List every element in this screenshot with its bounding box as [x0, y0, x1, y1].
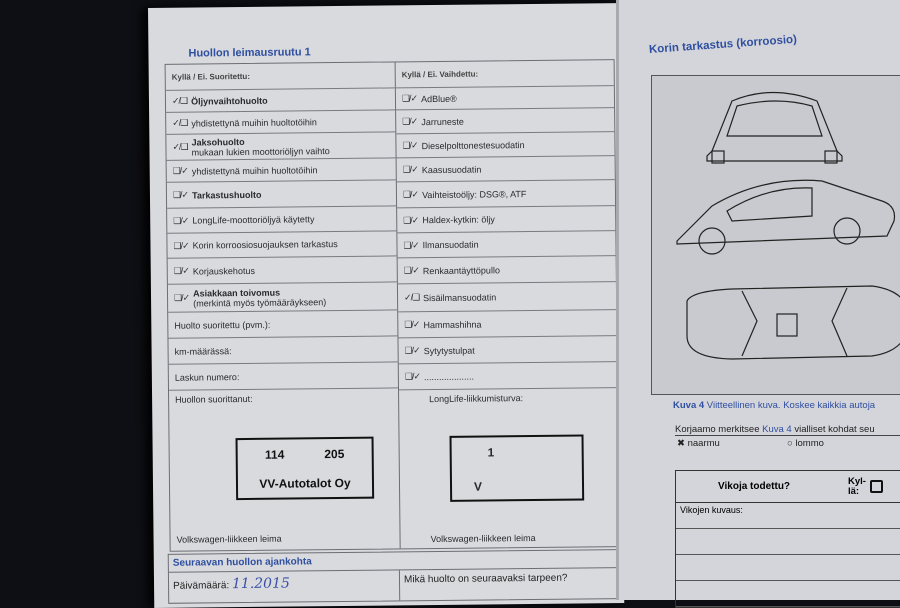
- stamp2-letter: V: [473, 479, 483, 494]
- checkbox-pair[interactable]: ❑/✓: [402, 164, 418, 175]
- scratch-icon: ✖: [677, 438, 685, 449]
- service-table: [165, 59, 620, 552]
- row-label: Jarruneste: [421, 116, 464, 127]
- row-label: Ilmansuodatin: [422, 239, 479, 251]
- table-row: [397, 206, 615, 233]
- row-label: Sytytystulpat: [423, 345, 475, 356]
- replaced-column: [396, 60, 619, 548]
- row-label: Huolto suoritettu (pvm.):: [174, 319, 271, 331]
- checkbox-pair[interactable]: ✓/❑: [403, 292, 420, 303]
- instruction-suffix: vialliset kohdat seu: [794, 424, 875, 435]
- checkbox-pair[interactable]: ❑/✓: [404, 371, 421, 382]
- next-service-title: Seuraavan huollon ajankohta: [169, 550, 619, 573]
- row-label: Asiakkaan toivomus: [193, 287, 281, 299]
- service-stamp-page: [148, 3, 624, 608]
- inspection-title: Korin tarkastus (korroosio): [648, 33, 798, 56]
- table-row: [166, 110, 395, 134]
- checkbox-pair[interactable]: ❑/✓: [172, 189, 189, 200]
- date-label: Päivämäärä:: [172, 580, 230, 592]
- table-row: [167, 206, 396, 233]
- table-row: [396, 108, 614, 134]
- checkbox-pair[interactable]: ❑/✓: [172, 165, 188, 176]
- next-service-question: Mikä huolto on seuraavaksi tarpeen?: [403, 572, 568, 586]
- row-label: yhdistettynä muihin huoltotöihin: [191, 116, 317, 129]
- table-row: [398, 282, 616, 312]
- checkbox-pair[interactable]: ❑/✓: [404, 345, 420, 356]
- row-label: Kaasusuodatin: [421, 164, 482, 175]
- table-row: [168, 310, 397, 338]
- longlife-label: LongLife-liikkumisturva:: [429, 393, 524, 405]
- table-row: [168, 256, 397, 284]
- row-label: km-määrässä:: [174, 345, 232, 357]
- table-row: [396, 132, 614, 158]
- row-label: Korin korroosiosuojauksen tarkastus: [192, 239, 338, 251]
- dent-icon: ○: [787, 438, 793, 449]
- description-label: Vikojen kuvaus:: [676, 503, 900, 529]
- defects-table: [675, 470, 900, 608]
- page-title: Huollon leimausruutu 1: [188, 46, 311, 60]
- checkbox-pair[interactable]: ❑/✓: [402, 140, 418, 151]
- performed-column: [166, 62, 401, 550]
- caption-text: Viitteellinen kuva. Koskee kaikkia autoja: [706, 400, 876, 411]
- checkbox-pair[interactable]: ✓/❑: [172, 141, 188, 152]
- replaced-header: Kyllä / Ei. Vaihdettu:: [396, 60, 614, 88]
- row-label: Haldex-kytkin: öljy: [422, 214, 495, 226]
- checkbox-pair[interactable]: ❑/✓: [402, 189, 419, 200]
- caption-label: Kuva 4: [673, 400, 705, 411]
- dealer-stamp: [236, 437, 375, 500]
- row-label: Vaihteistoöljy: DSG®, ATF: [422, 188, 527, 200]
- checkbox-pair[interactable]: ❑/✓: [401, 93, 418, 104]
- table-row: [166, 132, 395, 160]
- yes-checkbox[interactable]: [870, 480, 883, 493]
- stamp-number-1: 114: [264, 447, 285, 462]
- stamp2-number: 1: [487, 445, 495, 460]
- stamp-name: VV-Autotalot Oy: [259, 475, 351, 491]
- table-row: [397, 156, 615, 182]
- row-label: Sisäilmansuodatin: [423, 291, 497, 303]
- body-inspection-page: [616, 0, 900, 600]
- table-row: [167, 231, 396, 258]
- table-row: [398, 310, 616, 338]
- row-label: AdBlue®: [421, 93, 457, 104]
- table-row: [167, 158, 396, 182]
- table-row: [168, 336, 397, 364]
- checkbox-pair[interactable]: ❑/✓: [173, 265, 189, 276]
- table-row: [168, 282, 397, 312]
- checkbox-pair[interactable]: ❑/✓: [173, 215, 189, 226]
- row-label: Laskun numero:: [174, 371, 240, 383]
- description-line[interactable]: [676, 529, 900, 555]
- performed-by-label: Huollon suorittanut:: [175, 393, 253, 405]
- checkbox-pair[interactable]: ❑/✓: [403, 265, 419, 276]
- row-label: ....................: [423, 371, 475, 382]
- table-row: [398, 336, 616, 364]
- table-row: [399, 362, 617, 390]
- car-outline-icon: [652, 76, 900, 396]
- table-row: [396, 86, 614, 110]
- row-label: LongLife-moottoriöljyä käytetty: [192, 214, 315, 226]
- checkbox-pair[interactable]: ✓/❑: [171, 95, 188, 106]
- date-value: 11.2015: [231, 575, 290, 593]
- row-sublabel: (merkintä myös työmääräykseen): [193, 296, 327, 309]
- checkbox-pair[interactable]: ❑/✓: [403, 214, 419, 225]
- checkbox-pair[interactable]: ❑/✓: [173, 292, 190, 303]
- legend-dent: lommo: [795, 438, 824, 449]
- dealer-stamp-label: Volkswagen-liikkeen leima: [176, 533, 282, 545]
- row-label: Hammashihna: [423, 319, 482, 330]
- dealer-stamp-label-2: Volkswagen-liikkeen leima: [430, 532, 536, 545]
- car-diagram: [651, 75, 900, 395]
- instruction-prefix: Korjaamo merkitsee: [675, 424, 760, 435]
- table-row: [166, 88, 395, 112]
- row-label: Tarkastushuolto: [192, 189, 262, 201]
- row-sublabel: mukaan lukien moottoriöljyn vaihto: [191, 145, 330, 158]
- stamp-number-2: 205: [324, 446, 345, 461]
- defects-question: Vikoja todettu?: [718, 481, 791, 492]
- yes-label: Kyl- lä:: [848, 475, 866, 497]
- performed-header: Kyllä / Ei. Suoritettu:: [166, 62, 395, 90]
- description-line[interactable]: [676, 555, 900, 581]
- table-row: [398, 256, 616, 284]
- checkbox-pair[interactable]: ❑/✓: [403, 239, 419, 250]
- checkbox-pair[interactable]: ❑/✓: [402, 116, 418, 127]
- table-row: [169, 362, 398, 390]
- table-row: [167, 180, 396, 208]
- row-label: Öljynvaihtohuolto: [191, 95, 268, 107]
- row-label: Jaksohuolto: [191, 136, 245, 148]
- next-service-section: [168, 549, 620, 604]
- checkbox-pair[interactable]: ✓/❑: [172, 117, 188, 128]
- row-label: Dieselpolttonestesuodatin: [421, 139, 525, 151]
- row-label: Korjauskehotus: [192, 265, 255, 277]
- checkbox-pair[interactable]: ❑/✓: [404, 319, 420, 330]
- description-line[interactable]: [676, 581, 900, 607]
- row-label: Renkaantäyttöpullo: [422, 264, 500, 276]
- table-row: [397, 180, 615, 208]
- table-row: [397, 231, 615, 258]
- checkbox-pair[interactable]: ❑/✓: [173, 240, 189, 251]
- row-label: yhdistettynä muihin huoltotöihin: [191, 164, 318, 177]
- instruction-ref: Kuva 4: [762, 424, 792, 435]
- legend-scratch: naarmu: [687, 438, 720, 449]
- faded-stamp: [449, 434, 584, 501]
